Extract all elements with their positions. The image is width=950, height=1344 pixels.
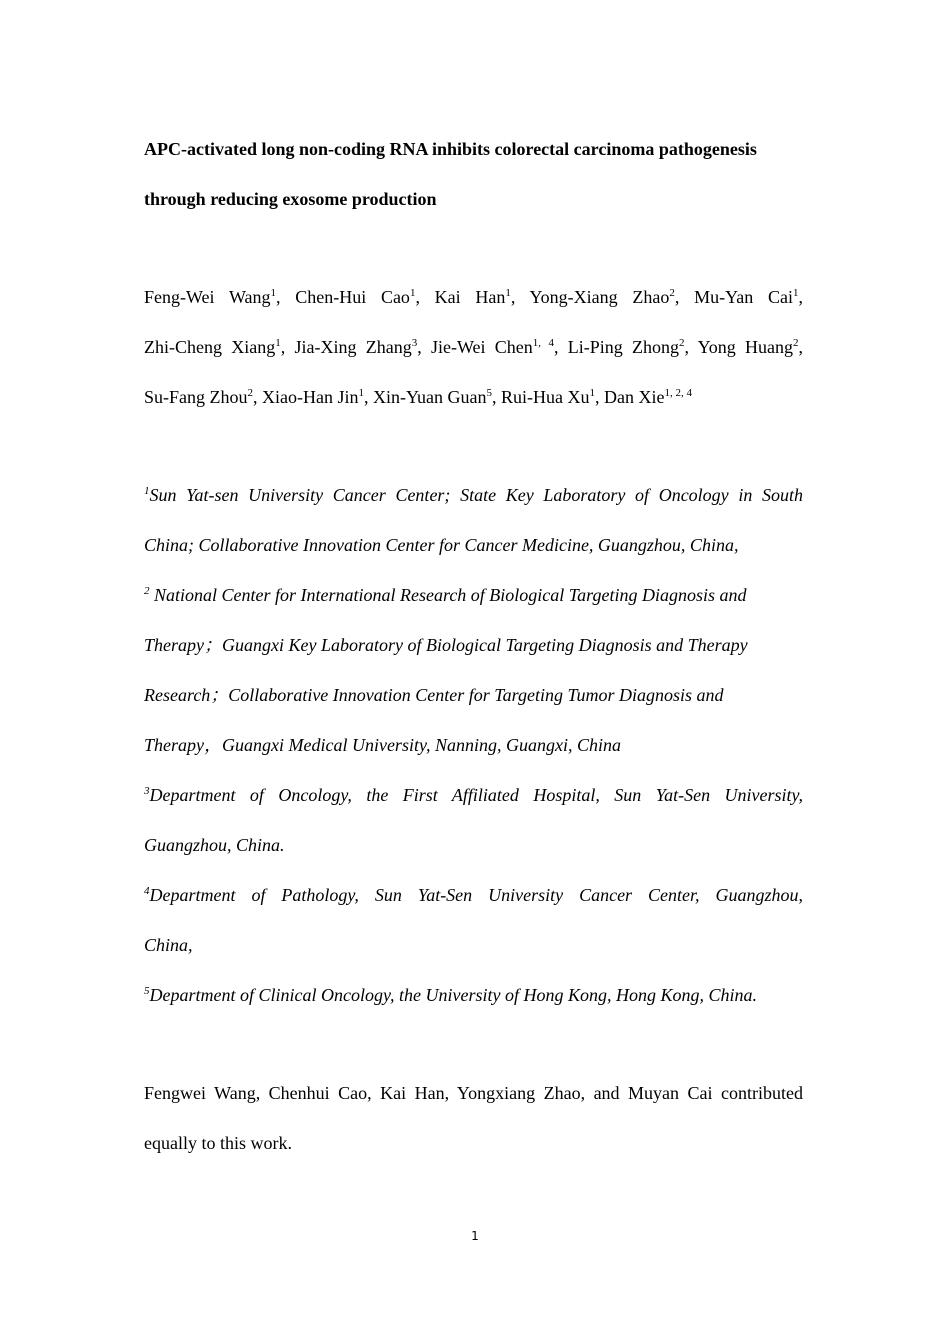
author-affiliation-mark: 1 — [793, 287, 799, 299]
author-name: Xiao-Han Jin — [262, 387, 359, 407]
author-line-1: Feng-Wei Wang$^1$, Chen-Hui Cao$^1$, Kai Han$^1$, Yong-Xiang Zhao$^2$, Mu-Yan Cai$^1$, — [144, 287, 804, 307]
affiliation-2-line-3: Research；Collaborative Innovation Center for Targeting Tumor Diagnosis and — [144, 685, 724, 705]
affiliation-text: National Center for International Research of Biological Targeting Diagnosis and — [149, 585, 747, 605]
page-number: 1 — [471, 1229, 479, 1243]
author-name: Dan Xie — [603, 387, 665, 407]
affiliation-1-line-1 — [144, 470, 803, 520]
author-line-3: Su-Fang Zhou$^2$, Xiao-Han Jin$^1$, Xin-Yuan Guan$^5$, Rui-Hua Xu$^1$, Dan Xie$^{1, 2, 4}$ — [144, 387, 692, 407]
affiliation-text: Department of Oncology, the First Affiliated Hospital, Sun Yat-Sen University, — [149, 785, 803, 805]
affiliation-4-line-1 — [144, 870, 803, 920]
equal-contribution-line-2: equally to this work. — [144, 1133, 292, 1153]
author-affiliation-mark: 1 — [275, 337, 281, 349]
title-line-1: APC-activated long non-coding RNA inhibits colorectal carcinoma pathogenesis — [144, 139, 757, 159]
equal-contribution-line-1: Fengwei Wang, Chenhui Cao, Kai Han, Yongxiang Zhao, and Muyan Cai contributed — [144, 1083, 803, 1103]
author-affiliation-mark: 1, 4 — [532, 337, 554, 349]
author-name: Su-Fang Zhou — [144, 387, 248, 407]
author-line-2: Zhi-Cheng Xiang$^1$, Jia-Xing Zhang$^3$, Jie-Wei Chen$^{1, 4}$, Li-Ping Zhong$^2$, Yong Huang$^2$, — [144, 337, 804, 357]
author-affiliation-mark: 1 — [505, 287, 511, 299]
affiliation-2-line-4: Therapy，Guangxi Medical University, Nanning, Guangxi, China — [144, 735, 621, 755]
author-name: Jie-Wei Chen — [430, 337, 533, 357]
author-affiliation-mark: 3 — [411, 337, 418, 349]
affiliation-2-line-1 — [144, 570, 803, 620]
affiliation-4-line-2: China, — [144, 935, 193, 955]
author-affiliation-mark: 5 — [486, 387, 492, 399]
paper-title — [144, 124, 803, 224]
affiliation-text: Sun Yat-sen University Cancer Center; State Key Laboratory of Oncology in South — [149, 485, 803, 505]
affiliation-text: Department of Clinical Oncology, the University of Hong Kong, Hong Kong, China. — [149, 985, 757, 1005]
author-name: Li-Ping Zhong — [567, 337, 679, 357]
author-name: Yong-Xiang Zhao — [529, 287, 670, 307]
author-affiliation-mark: 1 — [589, 387, 595, 399]
affiliation-mark: 1 — [144, 485, 150, 497]
author-name: Rui-Hua Xu — [500, 387, 590, 407]
author-name: Zhi-Cheng Xiang — [144, 337, 276, 357]
author-name: Feng-Wei Wang — [144, 287, 271, 307]
affiliation-mark: 4 — [144, 885, 150, 897]
author-name: Yong Huang — [697, 337, 794, 357]
author-affiliation-mark: 2 — [679, 337, 685, 349]
author-name: Xin-Yuan Guan — [372, 387, 487, 407]
author-name: Kai Han — [434, 287, 506, 307]
affiliation-2-line-2: Therapy；Guangxi Key Laboratory of Biological Targeting Diagnosis and Therapy — [144, 635, 748, 655]
author-affiliation-mark: 1 — [270, 287, 276, 299]
equal-contribution-note — [144, 1068, 803, 1168]
affiliation-5-line-1 — [144, 970, 803, 1020]
author-name: Jia-Xing Zhang — [294, 337, 412, 357]
affiliation-text: Department of Pathology, Sun Yat-Sen University Cancer Center, Guangzhou, — [149, 885, 803, 905]
author-name: Mu-Yan Cai — [694, 287, 794, 307]
author-affiliation-mark: 2 — [247, 387, 253, 399]
author-affiliation-mark: 2 — [793, 337, 799, 349]
affiliation-3-line-2: Guangzhou, China. — [144, 835, 285, 855]
affiliation-3-line-1 — [144, 770, 803, 820]
author-affiliation-mark: 1 — [358, 387, 364, 399]
author-affiliation-mark: 1, 2, 4 — [664, 387, 692, 399]
affiliation-mark: 3 — [144, 785, 150, 797]
affiliation-list — [144, 470, 803, 1020]
author-affiliation-mark: 2 — [669, 287, 675, 299]
affiliation-mark: 5 — [144, 985, 150, 997]
affiliation-1-line-2: China; Collaborative Innovation Center for Cancer Medicine, Guangzhou, China, — [144, 535, 739, 555]
title-line-2: through reducing exosome production — [144, 189, 437, 209]
author-affiliation-mark: 1 — [409, 287, 416, 299]
author-name: Chen-Hui Cao — [295, 287, 410, 307]
affiliation-mark: 2 — [144, 585, 150, 597]
author-list — [144, 272, 803, 422]
